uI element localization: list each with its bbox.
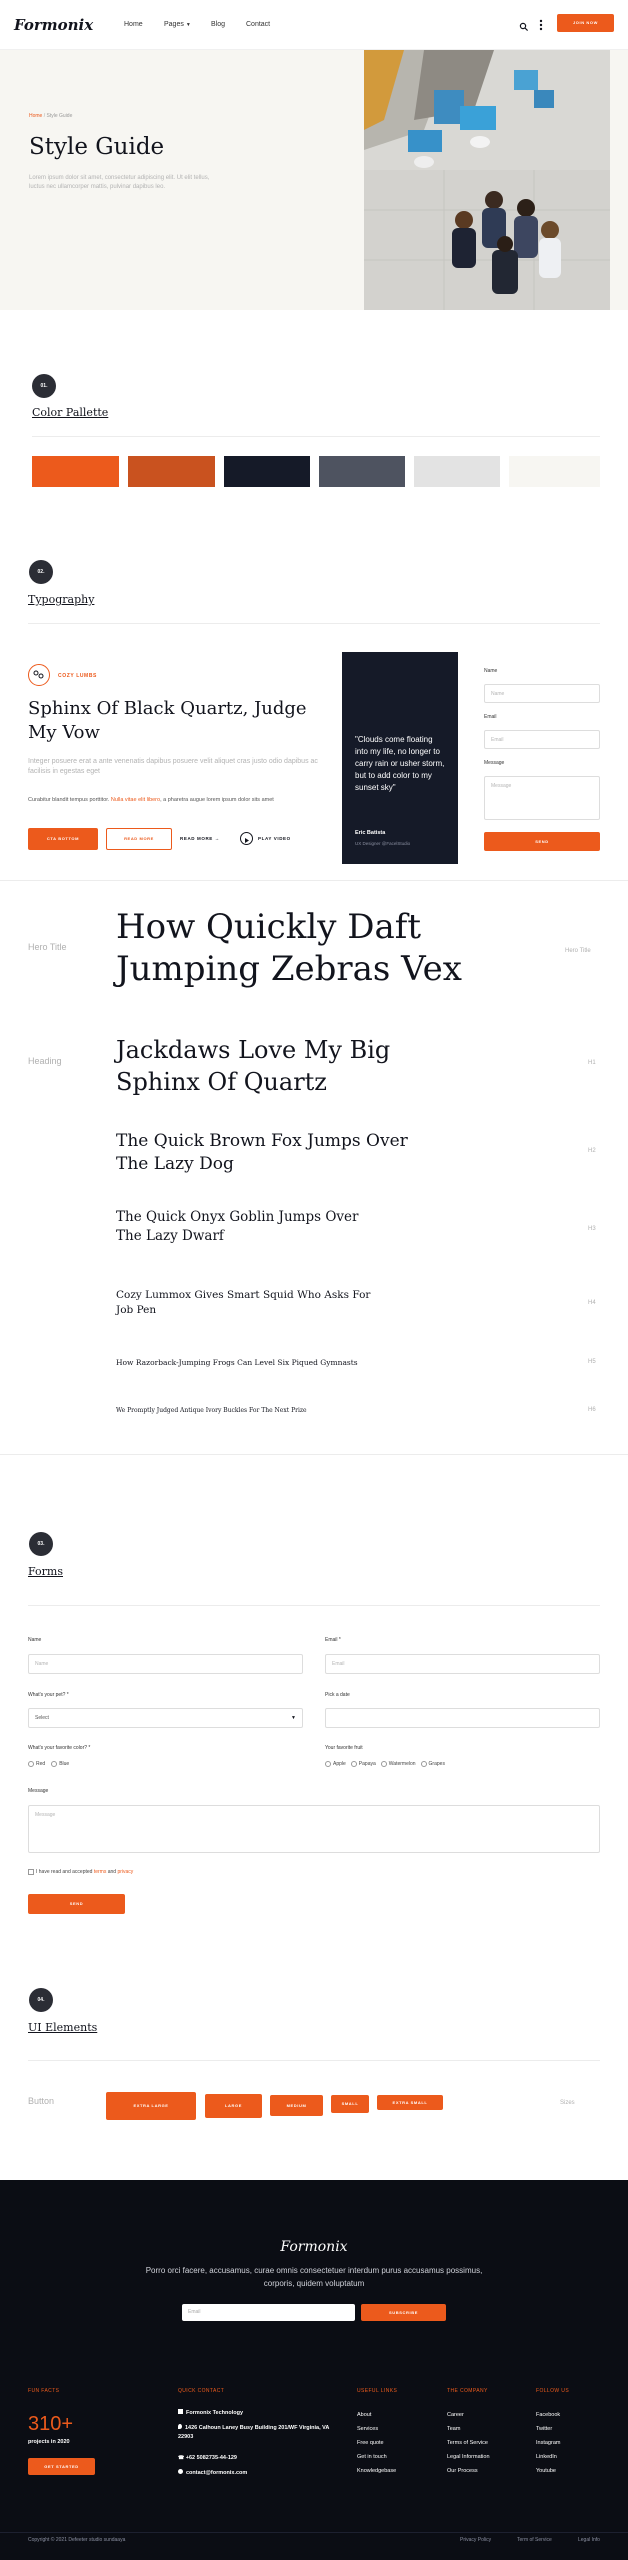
hero-subtitle: Lorem ipsum dolor sit amet, consectetur adipiscing elit. Ut elit tellus, luctus nec ullamcorper mattis, pulvinar dapibus leo. xyxy=(29,175,210,190)
chevron-down-icon: ▼ xyxy=(291,1715,296,1721)
badge-04: 04. xyxy=(29,1988,53,2012)
heading-label: Heading xyxy=(28,1056,62,1066)
radio-label: Blue xyxy=(59,1761,70,1767)
quote-card xyxy=(342,652,458,864)
checkbox-apple[interactable] xyxy=(325,1761,346,1767)
footer-logo[interactable]: Formonix xyxy=(280,2239,348,2255)
nav-item-pages[interactable] xyxy=(164,21,191,28)
search-icon[interactable] xyxy=(519,19,529,29)
forms-send-button[interactable]: SEND xyxy=(28,1894,125,1914)
chat-icon xyxy=(178,2469,183,2474)
more-vertical-icon[interactable] xyxy=(538,18,544,30)
terms-mid: and xyxy=(106,1869,118,1875)
checkbox-grapes[interactable] xyxy=(421,1761,445,1767)
hero-title-label: Hero Title xyxy=(28,942,67,952)
terms-link[interactable]: terms xyxy=(93,1869,107,1875)
h4-sample: Cozy Lummox Gives Smart Squid Who Asks For Job Pen xyxy=(116,1289,371,1316)
hero-photo xyxy=(364,50,610,310)
h6-sample: We Promptly Judged Antique Ivory Buckles For The Next Prize xyxy=(116,1407,307,1414)
fun-caption: projects in 2020 xyxy=(28,2439,70,2445)
eyebrow-label: COZY LUMBS xyxy=(58,673,97,679)
extra-large-button[interactable]: EXTRA LARGE xyxy=(106,2092,196,2120)
section-title-ui: UI Elements xyxy=(28,2021,98,2034)
swatch-6 xyxy=(509,456,600,487)
quote-text: "Clouds come floating into my life, no longer to carry rain or usher storm, but to add color to my sunset sky" xyxy=(355,735,445,792)
site-header xyxy=(0,0,628,50)
hero-title-tag: Hero Title xyxy=(565,948,591,954)
date-label: Pick a date xyxy=(325,1692,350,1698)
checkbox-box xyxy=(421,1761,427,1767)
color-radio-group xyxy=(28,1761,69,1767)
checkbox-papaya[interactable] xyxy=(351,1761,376,1767)
copyright: Copyright © 2021 Defeeter studio sundaaya xyxy=(28,2537,126,2543)
sample-lead: Integer posuere erat a ante venenatis dapibus posuere velit aliquet cras justo odio dapibus ac facilisis in egestas eget xyxy=(28,758,318,775)
nav-item-label: Pages xyxy=(164,21,184,28)
fun-facts-title: FUN FACTS xyxy=(28,2388,60,2394)
eyebrow-icon xyxy=(28,664,50,686)
contact-email[interactable] xyxy=(178,2469,247,2476)
checkbox-box xyxy=(351,1761,357,1767)
company-link[interactable]: Career xyxy=(447,2412,464,2418)
swatch-1 xyxy=(32,456,119,487)
checkbox-box xyxy=(325,1761,331,1767)
date-input[interactable] xyxy=(325,1708,600,1728)
section-title-typography: Typography xyxy=(28,593,95,606)
send-button[interactable]: SEND xyxy=(484,832,600,851)
name-label: Name xyxy=(28,1637,42,1643)
hero-title-sample: How Quickly Daft Jumping Zebras Vex xyxy=(116,907,462,989)
badge-02: 02. xyxy=(29,560,53,584)
privacy-link[interactable]: privacy xyxy=(117,1869,134,1875)
building-icon xyxy=(178,2409,183,2414)
nav-item-blog[interactable]: Blog xyxy=(211,21,226,28)
footer-divider xyxy=(0,2532,628,2533)
fruit-checkbox-group xyxy=(325,1761,445,1767)
h3-tag: H3 xyxy=(588,1226,596,1232)
company-links-title: THE COMPANY xyxy=(447,2388,488,2394)
logo[interactable]: Formonix xyxy=(14,16,94,34)
h6-tag: H6 xyxy=(588,1407,596,1413)
radio-blue[interactable] xyxy=(51,1761,69,1767)
h1-tag: H1 xyxy=(588,1060,596,1066)
medium-button[interactable]: MEDIUM xyxy=(270,2095,323,2116)
useful-link[interactable]: Knowledgebase xyxy=(357,2468,397,2474)
email-text: contact@formonix.com xyxy=(186,2470,248,2476)
quote-role: UX Designer @FacelStudio xyxy=(355,841,411,846)
social-link-youtube[interactable]: Youtube xyxy=(536,2468,556,2474)
sample-body xyxy=(28,796,318,805)
contact-company xyxy=(178,2409,243,2416)
divider xyxy=(32,436,600,437)
divider xyxy=(28,623,600,624)
get-started-button[interactable]: GET STARTED xyxy=(28,2458,95,2475)
h3-sample: The Quick Onyx Goblin Jumps Over The Lazy Dwarf xyxy=(116,1209,359,1244)
site-footer xyxy=(0,2180,628,2560)
arrow-right-icon: → xyxy=(214,836,220,841)
h4-tag: H4 xyxy=(588,1300,596,1306)
breadcrumb xyxy=(29,113,72,119)
button-row-label: Button xyxy=(28,2096,55,2106)
section-title-forms: Forms xyxy=(28,1565,63,1578)
sizes-label: Sizes xyxy=(560,2100,575,2106)
radio-red[interactable] xyxy=(28,1761,45,1767)
pet-label: What's your pet? * xyxy=(28,1692,69,1698)
social-link-facebook[interactable]: Facebook xyxy=(536,2412,561,2418)
nav-item-contact[interactable]: Contact xyxy=(246,21,271,28)
useful-link[interactable]: Free quote xyxy=(357,2440,384,2446)
read-more-outline-button[interactable]: READ MORE xyxy=(106,828,172,850)
useful-link[interactable]: Get in touch xyxy=(357,2454,387,2460)
extra-small-button[interactable]: EXTRA SMALL xyxy=(377,2095,443,2110)
email-label-text: Email * xyxy=(325,1637,341,1643)
name-input[interactable]: Name xyxy=(28,1654,303,1674)
quote-author: Eric Batista xyxy=(355,830,386,836)
email-label xyxy=(325,1637,341,1643)
h1-sample: Jackdaws Love My Big Sphinx Of Quartz xyxy=(116,1036,391,1096)
company-link[interactable]: Terms of Service xyxy=(447,2440,488,2446)
color-label: What's your favorite color? * xyxy=(28,1745,91,1751)
swatch-4 xyxy=(319,456,405,487)
social-link-instagram[interactable]: Instagram xyxy=(536,2440,561,2446)
message-textarea[interactable]: Message xyxy=(484,776,600,820)
checkbox-watermelon[interactable] xyxy=(381,1761,416,1767)
play-icon[interactable] xyxy=(240,832,253,845)
useful-links-title: USEFUL LINKS xyxy=(357,2388,398,2394)
page-title: Style Guide xyxy=(29,134,165,160)
radio-circle xyxy=(51,1761,57,1767)
checkbox-box xyxy=(381,1761,387,1767)
company-link[interactable]: Legal Information xyxy=(447,2454,490,2460)
address-text: 1426 Calhoun Laney Busy Building 201/WF Virginia, VA 22903 xyxy=(178,2425,330,2440)
email-label: Email xyxy=(484,714,497,720)
breadcrumb-separator: / xyxy=(43,113,47,119)
h2-tag: H2 xyxy=(588,1148,596,1154)
follow-us-title: FOLLOW US xyxy=(536,2388,570,2394)
message-label: Message xyxy=(28,1788,49,1794)
body-link[interactable]: Nulla vitae elit libero xyxy=(110,797,161,803)
email-input[interactable]: Email xyxy=(325,1654,600,1674)
terms-checkbox[interactable] xyxy=(28,1869,133,1875)
contact-address xyxy=(178,2424,338,2442)
small-button[interactable]: SMALL xyxy=(331,2095,369,2113)
h5-tag: H5 xyxy=(588,1359,596,1365)
message-label: Message xyxy=(484,760,505,766)
swatch-3 xyxy=(224,456,310,487)
name-input[interactable]: Name xyxy=(484,684,600,703)
company-link[interactable]: Team xyxy=(447,2426,461,2432)
badge-03: 03. xyxy=(29,1532,53,1556)
bottom-link-legal[interactable]: Legal Info xyxy=(578,2537,600,2543)
radio-circle xyxy=(28,1761,34,1767)
newsletter-text: Porro orci facere, accusamus, curae omnis consectetuer interdum purus accusamus possimus, corporis, quidem voluptatum xyxy=(145,2266,483,2288)
swatch-2 xyxy=(128,456,215,487)
read-more-link[interactable] xyxy=(180,836,220,841)
contact-phone[interactable] xyxy=(178,2455,237,2461)
pet-select-value: Select xyxy=(35,1715,49,1721)
subscribe-button[interactable]: SUBSCRIBE xyxy=(361,2304,446,2321)
nav-item-home[interactable]: Home xyxy=(124,21,143,28)
useful-link[interactable]: Services xyxy=(357,2426,379,2432)
terms-pre: I have read and accepted xyxy=(36,1869,94,1875)
newsletter-email-input[interactable]: Email xyxy=(182,2304,355,2321)
company-link[interactable]: Our Process xyxy=(447,2468,478,2474)
bottom-link-privacy[interactable]: Privacy Policy xyxy=(460,2537,492,2543)
checkbox-box xyxy=(28,1869,34,1875)
fun-number: 310+ xyxy=(28,2413,74,2435)
read-more-label: READ MORE xyxy=(180,836,213,841)
company-name: Formonix Technology xyxy=(186,2410,244,2416)
divider xyxy=(28,2060,600,2061)
email-input[interactable]: Email xyxy=(484,730,600,749)
pet-select[interactable] xyxy=(28,1708,303,1728)
section-title-colors: Color Pallette xyxy=(32,406,109,419)
location-icon xyxy=(178,2424,182,2429)
message-textarea[interactable]: Message xyxy=(28,1805,600,1853)
sample-heading: Sphinx Of Black Quartz, Judge My Vow xyxy=(28,698,307,743)
phone-icon: ☎ xyxy=(178,2455,185,2461)
useful-link[interactable]: About xyxy=(357,2412,372,2418)
divider xyxy=(0,1454,628,1455)
mini-form xyxy=(484,668,600,852)
name-label: Name xyxy=(484,668,498,674)
breadcrumb-home[interactable]: Home xyxy=(29,113,43,119)
checkbox-label: Papaya xyxy=(358,1761,376,1767)
social-link-linkedin[interactable]: LinkedIn xyxy=(536,2454,557,2460)
bottom-link-terms[interactable]: Term of Service xyxy=(517,2537,552,2543)
fruit-label: Your favorite fruit xyxy=(325,1745,363,1751)
large-button[interactable]: LARGE xyxy=(205,2094,262,2118)
h2-sample: The Quick Brown Fox Jumps Over The Lazy Dog xyxy=(116,1131,408,1174)
phone-text: +62 5082735-44-129 xyxy=(185,2455,237,2461)
breadcrumb-current: Style Guide xyxy=(46,113,73,119)
play-video-link[interactable]: PLAY VIDEO xyxy=(258,836,291,841)
checkbox-label: Watermelon xyxy=(388,1761,416,1767)
checkbox-label: Apple xyxy=(333,1761,346,1767)
social-link-twitter[interactable]: Twitter xyxy=(536,2426,553,2432)
radio-label: Red xyxy=(36,1761,46,1767)
badge-01: 01. xyxy=(32,374,56,398)
h5-sample: How Razorback-Jumping Frogs Can Level Six Piqued Gymnasts xyxy=(116,1358,358,1367)
terms-text xyxy=(36,1869,133,1875)
chevron-down-icon: ▼ xyxy=(185,22,191,28)
join-now-button[interactable]: JOIN NOW xyxy=(557,14,614,32)
checkbox-label: Grapes xyxy=(428,1761,445,1767)
divider xyxy=(28,1605,600,1606)
cta-bottom-button[interactable]: CTA BOTTOM xyxy=(28,828,98,850)
body-text-end: , a pharetra augue lorem ipsum dolor sits amet xyxy=(160,797,274,803)
swatch-5 xyxy=(414,456,500,487)
quick-contact-title: QUICK CONTACT xyxy=(178,2388,225,2394)
body-text: Curabitur blandit tempus porttitor. xyxy=(28,797,111,803)
divider xyxy=(0,880,628,881)
